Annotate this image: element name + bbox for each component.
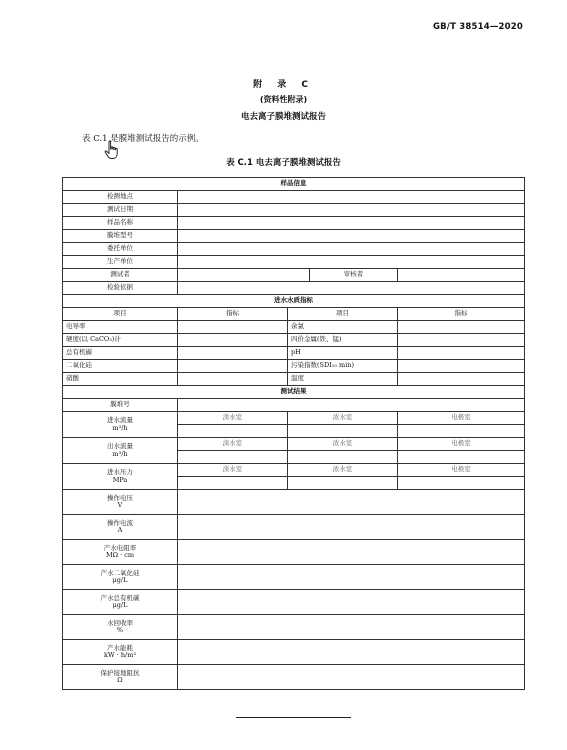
result-label: 进水压力 MPa	[63, 464, 178, 490]
tester-label: 测试者	[63, 269, 178, 282]
result-label: 保护接地阻抗 Ω	[63, 665, 178, 690]
sample-label: 膜堆型号	[63, 230, 178, 243]
end-of-document-rule	[236, 717, 351, 718]
table-row	[63, 321, 525, 334]
table-row	[63, 191, 525, 204]
table-row	[63, 386, 525, 399]
appendix-name: 电去离子膜堆测试报告	[240, 112, 326, 122]
table-row	[63, 438, 525, 451]
result-label: 产水电阻率 MΩ · cm	[63, 540, 178, 565]
table-row	[63, 590, 525, 615]
table-row	[63, 399, 525, 412]
sample-value	[178, 230, 525, 243]
flow-col-header: 浓水室	[288, 412, 398, 425]
inlet-item: 温度	[288, 373, 398, 386]
table-row	[63, 665, 525, 690]
reviewer-value	[398, 269, 525, 282]
table-row	[63, 347, 525, 360]
pile-label: 膜堆号	[63, 399, 178, 412]
tester-value	[178, 269, 310, 282]
result-label: 进水流量 m³/h	[63, 412, 178, 438]
sample-section-header: 样品信息	[63, 178, 525, 191]
result-label: 水回收率 %	[63, 615, 178, 640]
table-row	[63, 243, 525, 256]
table-row	[63, 178, 525, 191]
inlet-header-item: 项目	[63, 308, 178, 321]
table-row	[63, 217, 525, 230]
reviewer-label: 审核者	[310, 269, 398, 282]
inlet-header-value: 指标	[398, 308, 525, 321]
table-row	[63, 308, 525, 321]
sample-value	[178, 243, 525, 256]
sample-value	[178, 191, 525, 204]
table-row	[63, 540, 525, 565]
basis-value	[178, 282, 525, 295]
sample-label: 测试日期	[63, 204, 178, 217]
table-row	[63, 256, 525, 269]
flow-col-header: 淡水室	[178, 464, 288, 477]
table-row	[63, 373, 525, 386]
flow-col-header: 电极室	[398, 464, 525, 477]
inlet-header-value: 指标	[178, 308, 288, 321]
inlet-section-header: 进水水质指标	[63, 295, 525, 308]
table-row	[63, 615, 525, 640]
basis-label: 检验依据	[63, 282, 178, 295]
result-label: 产水总有机碳 μg/L	[63, 590, 178, 615]
result-label: 操作电流 A	[63, 515, 178, 540]
sample-label: 样品名称	[63, 217, 178, 230]
sample-value	[178, 217, 525, 230]
sample-label: 委托单位	[63, 243, 178, 256]
table-row	[63, 490, 525, 515]
result-label: 操作电压 V	[63, 490, 178, 515]
inlet-item: 二氧化硅	[63, 360, 178, 373]
flow-col-header: 电极室	[398, 438, 525, 451]
flow-col-header: 淡水室	[178, 412, 288, 425]
inlet-item: 总有机碳	[63, 347, 178, 360]
appendix-note: (资料性附录)	[259, 95, 308, 104]
table-row	[63, 464, 525, 477]
report-table	[62, 177, 525, 690]
standard-number: GB/T 38514—2020	[432, 22, 523, 32]
table-row	[63, 295, 525, 308]
table-row	[63, 515, 525, 540]
table-row	[63, 334, 525, 347]
inlet-item: 硬度(以 CaCO₃)计	[63, 334, 178, 347]
inlet-item: 硝酸	[63, 373, 178, 386]
result-label: 出水流量 m³/h	[63, 438, 178, 464]
flow-col-header: 浓水室	[288, 464, 398, 477]
table-row	[63, 230, 525, 243]
sample-value	[178, 204, 525, 217]
result-label: 产水能耗 kW · h/m³	[63, 640, 178, 665]
flow-col-header: 浓水室	[288, 438, 398, 451]
table-caption: 表 C.1 电去离子膜堆测试报告	[226, 158, 341, 168]
inlet-item: pH	[288, 347, 398, 360]
inlet-item: 余氯	[288, 321, 398, 334]
result-section-header: 测试结果	[63, 386, 525, 399]
table-row	[63, 269, 525, 282]
flow-col-header: 淡水室	[178, 438, 288, 451]
appendix-title: 附 录 C	[253, 80, 314, 90]
result-label: 产水二氧化硅 μg/L	[63, 565, 178, 590]
sample-label: 检测地点	[63, 191, 178, 204]
inlet-item: 污染指数(SDI₁₅ min)	[288, 360, 398, 373]
table-row	[63, 360, 525, 373]
table-row	[63, 204, 525, 217]
table-row	[63, 282, 525, 295]
sample-label: 生产单位	[63, 256, 178, 269]
sample-value	[178, 256, 525, 269]
inlet-item: 四价金属(铁、锰)	[288, 334, 398, 347]
table-row	[63, 565, 525, 590]
table-row	[63, 412, 525, 425]
inlet-header-item: 项目	[288, 308, 398, 321]
table-row	[63, 640, 525, 665]
flow-col-header: 电极室	[398, 412, 525, 425]
intro-text: 表 C.1 是膜堆测试报告的示例。	[82, 134, 204, 144]
inlet-item: 电导率	[63, 321, 178, 334]
